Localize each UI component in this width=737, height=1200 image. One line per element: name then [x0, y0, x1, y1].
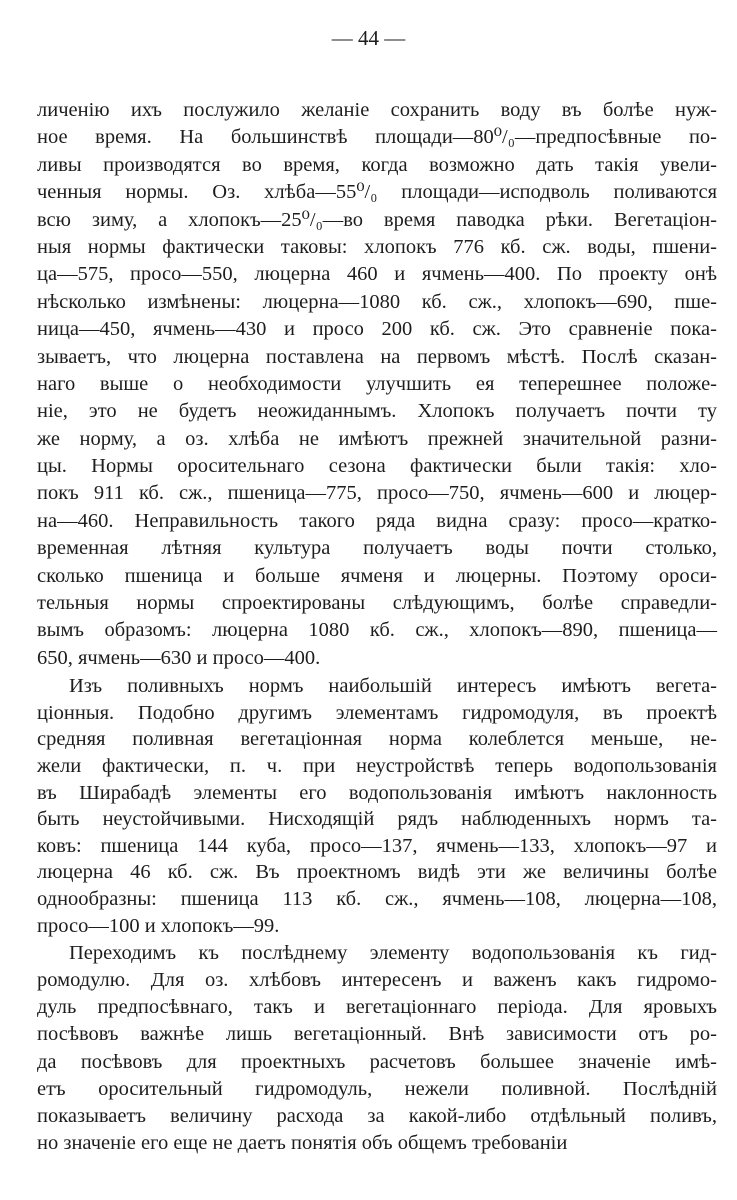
- text-line: въ Ширабадѣ элементы его водопользованія имѣютъ наклонность: [37, 781, 717, 804]
- text-line: ныя нормы фактически таковы: хлопокъ 776 кб. сж. воды, пшени-: [37, 235, 717, 258]
- paragraph-3: [37, 940, 717, 1157]
- text-line: дуль предпосѣвнаго, такъ и вегетаціоннаго періода. Для яровыхъ: [37, 996, 717, 1019]
- text-line: же норму, а оз. хлѣба не имѣютъ прежней значительной разни-: [37, 427, 717, 450]
- text-line: нѣсколько измѣнены: люцерна—1080 кб. сж., хлопокъ—690, пше-: [37, 290, 717, 313]
- text-line: люцерна 46 кб. сж. Въ проектномъ видѣ эти же величины болѣе: [37, 861, 717, 884]
- text-line: да посѣвовъ для проектныхъ расчетовъ большее значеніе имѣ-: [37, 1050, 717, 1073]
- text-line: наго выше о необходимости улучшить ея теперешнее положе-: [37, 372, 717, 395]
- paragraph-1: [37, 97, 717, 672]
- text-line: ница—450, ячмень—430 и просо 200 кб. сж. Это сравненіе пока-: [37, 318, 717, 341]
- text-line: 650, ячмень—630 и просо—400.: [37, 646, 321, 669]
- text-line: сколько пшеница и больше ячменя и люцерны. Поэтому ороси-: [37, 564, 717, 587]
- text-line: покъ 911 кб. сж., пшеница—775, просо—750, ячмень—600 и люцер-: [37, 482, 717, 505]
- text-line: вымъ образомъ: люцерна 1080 кб. сж., хлопокъ—890, пшеница—: [37, 619, 717, 642]
- text-line: ромодулю. Для оз. хлѣбовъ интересенъ и важенъ какъ гидромо-: [37, 969, 717, 992]
- text-line: ніе, это не будетъ неожиданнымъ. Хлопокъ получаетъ почти ту: [37, 400, 717, 423]
- text-line: посѣвовъ важнѣе лишь вегетаціонный. Внѣ зависимости отъ ро-: [37, 1023, 717, 1046]
- text-line: тельныя нормы спроектированы слѣдующимъ, болѣе справедли-: [37, 592, 717, 615]
- text-line: просо—100 и хлопокъ—99.: [37, 914, 280, 937]
- text-line: ціонныя. Подобно другимъ элементамъ гидромодуля, въ проектѣ: [37, 701, 717, 724]
- text-line: цы. Нормы оросительнаго сезона фактически были такія: хло-: [37, 455, 717, 478]
- text-line: всю зиму, а хлопокъ—25⁰/₀—во время паводка рѣки. Вегетаціон-: [37, 208, 717, 231]
- text-line: Переходимъ къ послѣднему элементу водопользованія къ гид-: [69, 942, 717, 965]
- text-line: ковъ: пшеница 144 куба, просо—137, ячмень—133, хлопокъ—97 и: [37, 834, 717, 857]
- text-line: ное время. На большинствѣ площади—80⁰/₀—предпосѣвные по-: [37, 126, 717, 149]
- text-line: Изъ поливныхъ нормъ наибольшій интересъ имѣютъ вегета-: [69, 675, 717, 698]
- text-line: однообразны: пшеница 113 кб. сж., ячмень—108, люцерна—108,: [37, 887, 717, 910]
- text-line: ливы производятся во время, когда возможно дать такія увели-: [37, 153, 717, 176]
- text-line: етъ оросительный гидромодуль, нежели поливной. Послѣдній: [37, 1077, 717, 1100]
- text-line: временная лѣтняя культура получаетъ воды почти столько,: [37, 537, 717, 560]
- paragraph-2: [37, 673, 717, 939]
- text-line: но значеніе его еще не даетъ понятія объ общемъ требованіи: [37, 1131, 568, 1154]
- text-line: личенію ихъ послужило желаніе сохранить воду въ болѣе нуж-: [37, 99, 717, 121]
- text-line: ченныя нормы. Оз. хлѣба—55⁰/₀ площади—исподволь поливаются: [37, 181, 717, 204]
- text-line: показываетъ величину расхода за какой-либо отдѣльный поливъ,: [37, 1104, 717, 1127]
- text-line: быть неустойчивыми. Нисходящій рядъ наблюденныхъ нормъ та-: [37, 808, 717, 831]
- text-line: на—460. Неправильность такого ряда видна сразу: просо—кратко-: [37, 509, 717, 532]
- text-line: зываетъ, что люцерна поставлена на первомъ мѣстѣ. Послѣ сказан-: [37, 345, 717, 368]
- text-line: средняя поливная вегетаціонная норма колеблется меньше, не-: [37, 728, 717, 751]
- body-text: [37, 97, 717, 1157]
- text-line: ца—575, просо—550, люцерна 460 и ячмень—400. По проекту онѣ: [37, 263, 717, 286]
- page-number: — 44 —: [331, 26, 406, 50]
- text-line: жели фактически, п. ч. при неустройствѣ теперь водопользованія: [37, 754, 717, 777]
